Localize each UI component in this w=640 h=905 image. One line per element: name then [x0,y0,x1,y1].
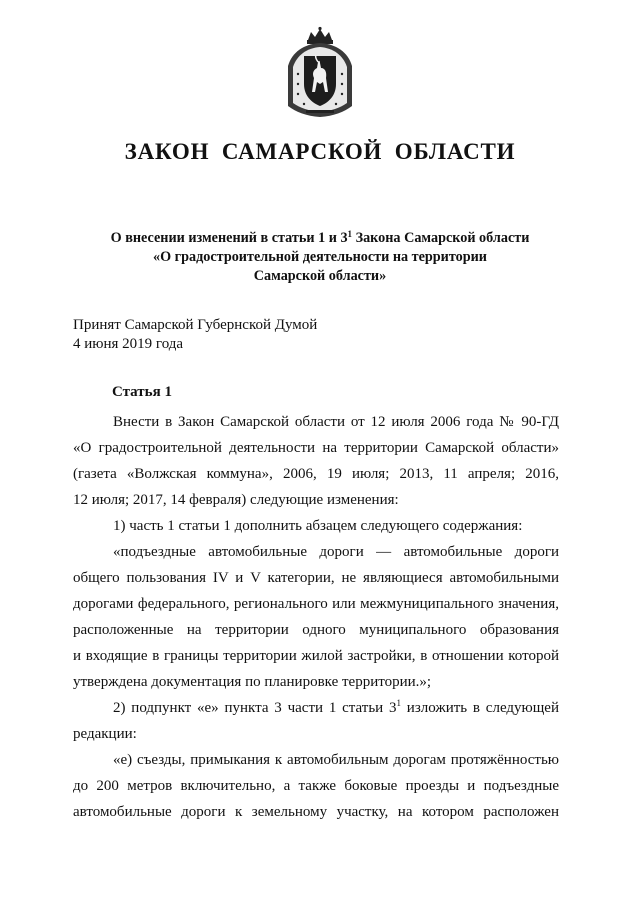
article-body [73,409,559,825]
text-line: до 200 метров включительно, а также боковые проезды и подъездные [73,778,559,794]
subject-line-1: О внесении изменений в статьи 1 и $3^1$ Закона Самарской области [110,229,530,246]
text-line: «е) съезды, примыкания к автомобильным дорогам протяжённостью [113,752,559,768]
text-line: и входящие в границы территории жилой застройки, в отношении которой [73,648,559,664]
text-line: 2) подпункт «е» пункта 3 части 1 статьи $3^1$ изложить в следующей [113,698,559,716]
text-line: редакции: [73,726,137,742]
adopted-by: Принят Самарской Губернской Думой [73,317,318,333]
text-line: дорогами федерального, регионального или межмуниципального значения, [73,596,559,612]
text-line: расположенные на территории одного муниципального образования [73,622,559,638]
subject-line-3: Самарской области» [253,268,387,284]
text-line: (газета «Волжская коммуна», 2006, 19 июля; 2013, 11 апреля; 2016, [73,466,559,482]
subject-line-2: «О градостроительной деятельности на территории [153,249,487,265]
text-line: 12 июля; 2017, 14 февраля) следующие изменения: [73,492,399,508]
text-line: «О градостроительной деятельности на территории Самарской области» [73,440,559,456]
text-line: утверждена документация по планировке территории.»; [73,674,432,690]
article-heading: Статья 1 [112,384,172,400]
law-title: ЗАКОН САМАРСКОЙ ОБЛАСТИ [124,139,516,164]
text-line: автомобильные дороги к земельному участку, на котором расположен [73,804,559,820]
adoption-info [73,316,317,354]
text-line: 1) часть 1 статьи 1 дополнить абзацем следующего содержания: [113,518,523,534]
text-line: Внести в Закон Самарской области от 12 июля 2006 года № 90-ГД [113,414,559,430]
text-line: «подъездные автомобильные дороги — автомобильные дороги [113,544,559,560]
law-subject [0,229,640,286]
adoption-date: 4 июня 2019 года [73,336,184,352]
text-line: общего пользования IV и V категории, не являющиеся автомобильными [73,570,559,586]
coat-of-arms-icon [284,26,356,118]
